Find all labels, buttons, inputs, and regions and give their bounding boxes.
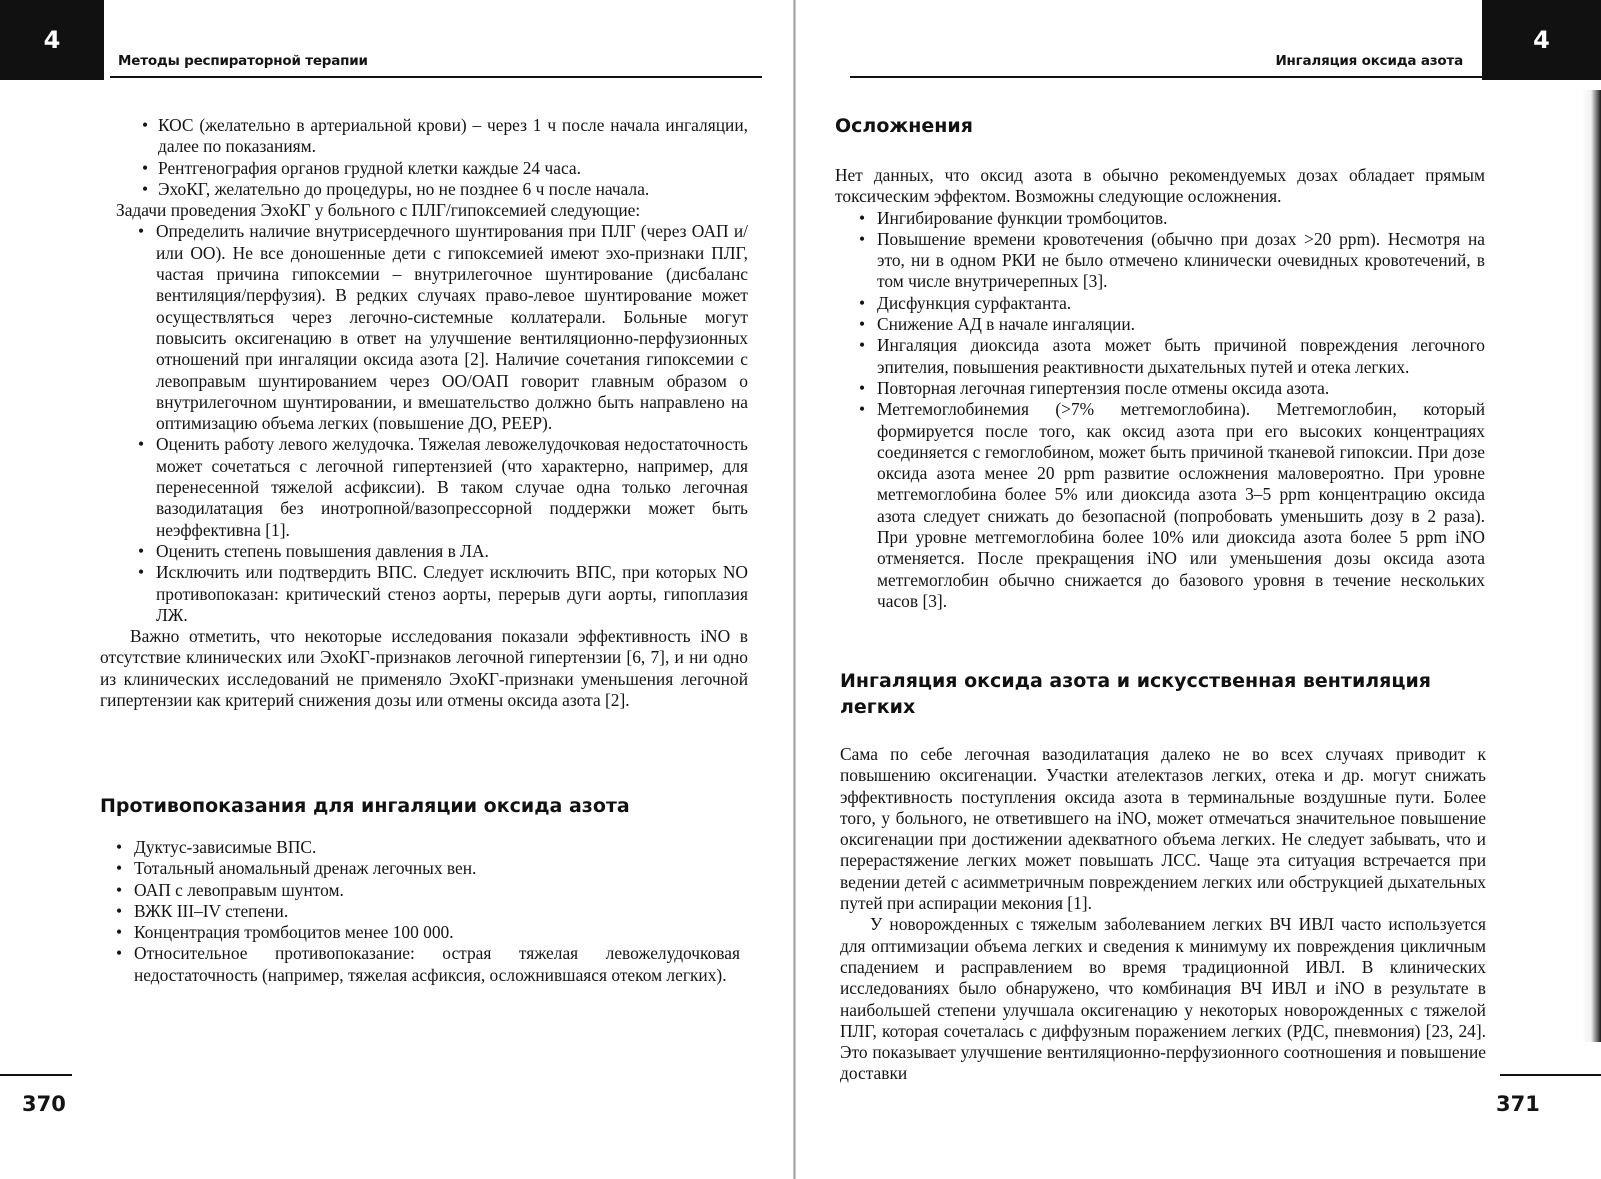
note-paragraph: Важно отметить, что некоторые исследования показали эффективность iNO в отсутствие клинических или ЭхоКГ-признаков легочной гипертензии [6, 7], и ни одно из клинических исследований не применяло ЭхоКГ-признаки уменьшения легочной гипертензии как критерий снижения дозы или отмены оксида азота [2]. — [100, 626, 748, 711]
list-item: • ВЖК III–IV степени. — [114, 901, 740, 922]
ventilation-paragraph: У новорожденных с тяжелым заболеванием легких ВЧ ИВЛ часто используется для оптимизации объема легких и сведения к минимуму их повреждения цикличным спадением и расправлением во время традиционной ИВЛ. В клинических исследованиях было обнаружено, что комбинация ВЧ ИВЛ и iNO в результате в наибольшей степени улучшала оксигенацию у некоторых новорожденных с тяжелой ПЛГ, которая сочеталась с диффузным поражением легких (РДС, пневмония) [23, 24]. Это показывает улучшение вентиляционно-перфузионного соотношения и повышение доставки — [840, 914, 1486, 1084]
contraindications-section — [100, 793, 740, 986]
list-item: • ЭхоКГ, желательно до процедуры, но не позднее 6 ч после начала. — [140, 179, 748, 200]
echo-tasks-list — [100, 221, 748, 626]
list-item: • КОС (желательно в артериальной крови) – через 1 ч после начала ингаляции, далее по показаниям. — [140, 115, 748, 158]
list-item: • Снижение АД в начале ингаляции. — [857, 314, 1485, 335]
page-number: 371 — [1496, 1092, 1540, 1116]
list-item: • Тотальный аномальный дренаж легочных вен. — [114, 858, 740, 879]
chapter-tab — [0, 0, 104, 80]
contraindications-list — [100, 837, 740, 986]
section-heading: Противопоказания для ингаляции оксида азота — [100, 795, 630, 817]
list-item: • Оценить степень повышения давления в ЛА. — [136, 541, 748, 562]
list-item: • Оценить работу левого желудочка. Тяжелая левожелудочковая недостаточность может сочетаться с легочной гипертензией (что характерно, например, для перенесенной тяжелой асфиксии). В таком случае одна только легочная вазодилатация без инотропной/вазопрессорной поддержки может быть неэффективна [1]. — [136, 434, 748, 540]
section-heading: Осложнения — [835, 115, 973, 137]
running-head: Ингаляция оксида азота — [1275, 53, 1463, 69]
page-number: 370 — [22, 1092, 66, 1116]
list-item: • ОАП с левоправым шунтом. — [114, 880, 740, 901]
list-item: • Исключить или подтвердить ВПС. Следует исключить ВПС, при которых NO противопоказан: критический стеноз аорты, перерыв дуги аорты, гипоплазия ЛЖ. — [136, 562, 748, 626]
chapter-number: 4 — [1533, 26, 1550, 54]
complications-intro: Нет данных, что оксид азота в обычно рекомендуемых дозах обладает прямым токсическим эффектом. Возможны следующие осложнения. — [835, 165, 1485, 207]
list-item: • Ингаляция диоксида азота может быть причиной повреждения легочного эпителия, повышения реактивности дыхательных путей и отека легких. — [857, 335, 1485, 378]
list-item: • Рентгенография органов грудной клетки каждые 24 часа. — [140, 158, 748, 179]
left-page — [0, 0, 790, 1179]
page-edge-shadow — [1581, 90, 1601, 1042]
section-heading: Ингаляция оксида азота и искусственная вентиляция легких — [840, 670, 1431, 718]
footer-rule — [1500, 1074, 1601, 1076]
complications-list — [835, 208, 1485, 613]
right-page — [800, 0, 1601, 1179]
header-rule — [850, 76, 1483, 78]
left-main-text — [100, 115, 748, 711]
intro-list — [100, 115, 748, 200]
ventilation-section — [840, 668, 1486, 1085]
complications-section — [835, 113, 1485, 612]
list-item: • Метгемоглобинемия (>7% метгемоглобина). Метгемоглобин, который формируется после того, как оксид азота при его высоких концентрациях соединяется с гемоглобином, может быть причиной тканевой гипоксии. При дозе оксида азота менее 20 ppm развитие осложнения маловероятно. При уровне метгемоглобина более 5% или диоксида азота 3–5 ppm концентрацию оксида азота следует снижать до безопасной (попробовать уменьшить дозу в 2 раза). При уровне метгемоглобина более 10% или диоксида азота более 5 ppm iNO отменяется. После прекращения iNO или уменьшения дозы оксида азота метгемоглобин обычно снижается до базового уровня в течение нескольких часов [3]. — [857, 399, 1485, 612]
list-item: • Концентрация тромбоцитов менее 100 000. — [114, 922, 740, 943]
list-item: • Ингибирование функции тромбоцитов. — [857, 208, 1485, 229]
list-item: • Определить наличие внутрисердечного шунтирования при ПЛГ (через ОАП и/или ОО). Не все доношенные дети с гипоксемией имеют эхо-признаки ПЛГ, частая причина гипоксемии – внутрилегочное шунтирование (дисбаланс вентиляция/перфузия). В редких случаях право-левое шунтирование может осуществляться через легочно-системные коллатерали. Больные могут повысить оксигенацию в ответ на улучшение вентиляционно-перфузионных отношений при ингаляции оксида азота [2]. Наличие сочетания гипоксемии с левоправым шунтированием через ОО/ОАП говорит главным образом о внутрилегочном шунтировании, и вмешательство должно быть направлено на оптимизацию объема легких (повышение ДО, PEEP). — [136, 221, 748, 434]
running-head: Методы респираторной терапии — [118, 53, 368, 69]
list-item: • Дуктус-зависимые ВПС. — [114, 837, 740, 858]
chapter-number: 4 — [43, 26, 61, 54]
list-item: • Повторная легочная гипертензия после отмены оксида азота. — [857, 378, 1485, 399]
list-item: • Дисфункция сурфактанта. — [857, 293, 1485, 314]
ventilation-paragraph: Сама по себе легочная вазодилатация далеко не во всех случаях приводит к повышению оксигенации. Участки ателектазов легких, отека и др. могут снижать эффективность поступления оксида азота в терминальные воздушные пути. Более того, у больного, не ответившего на iNO, может отмечаться значительное повышение оксигенации при достижении адекватного объема легких. Не следует забывать, что и перерастяжение легких может повышать ЛСС. Чаще эта ситуация встречается при ведении детей с асимметричным повреждением легких или обструкцией дыхательных путей при аспирации мекония [1]. — [840, 744, 1486, 914]
footer-rule — [0, 1074, 72, 1076]
echo-tasks-intro: Задачи проведения ЭхоКГ у больного с ПЛГ/гипоксемией следующие: — [116, 200, 641, 221]
header-rule — [110, 76, 762, 78]
book-gutter — [793, 0, 796, 1179]
list-item: • Относительное противопоказание: острая тяжелая левожелудочковая недостаточность (например, тяжелая асфиксия, осложнившаяся отеком легких). — [114, 943, 740, 986]
chapter-tab — [1482, 0, 1601, 80]
list-item: • Повышение времени кровотечения (обычно при дозах >20 ppm). Несмотря на это, ни в одном РКИ не было отмечено клинически очевидных кровотечений, в том числе внутричерепных [3]. — [857, 229, 1485, 293]
